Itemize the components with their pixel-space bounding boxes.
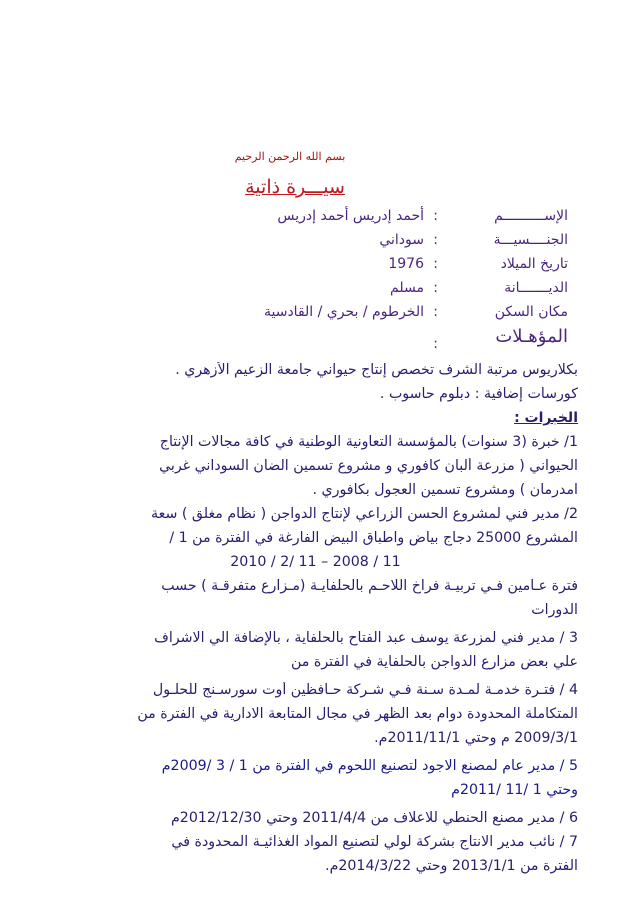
experience-line: علي بعض مزارع الدواجن بالحلفاية في الفترة من bbox=[291, 654, 578, 670]
experience-line: امدرمان ) ومشروع تسمين العجول بكافوري . bbox=[312, 482, 578, 498]
experience-line: 3 / مدير فني لمزرعة يوسف عبد الفتاح بالحلفاية ، بالإضافة الي الاشراف bbox=[154, 630, 578, 646]
info-value: 1976 bbox=[388, 256, 424, 272]
info-value: سوداني bbox=[379, 232, 424, 248]
info-label: تاريخ الميلاد bbox=[500, 256, 568, 272]
experience-line: الفترة من 2013/1/1 وحتي 2014/3/22م. bbox=[325, 858, 578, 874]
info-colon: : bbox=[433, 304, 438, 320]
info-label: الديـــــــانة bbox=[504, 280, 568, 296]
experience-line: 4 / فتـرة خدمـة لمـدة سـنة فـي شـركة حـافظين أوت سورسـنج للحلـول bbox=[152, 682, 578, 698]
info-label: الإســــــــــم bbox=[494, 208, 568, 224]
info-value: أحمد إدريس أحمد إدريس bbox=[277, 208, 424, 224]
experience-line: الحيواني ( مزرعة ألبان كافوري و مشروع تسمين الضأن السوداني غربي bbox=[159, 458, 578, 474]
experience-line: الدورات bbox=[531, 602, 578, 618]
info-colon: : bbox=[433, 208, 438, 224]
info-colon: : bbox=[433, 232, 438, 248]
info-colon: : bbox=[433, 256, 438, 272]
info-value: مسلم bbox=[390, 280, 424, 296]
info-colon: : bbox=[433, 280, 438, 296]
info-value: الخرطوم / بحري / القادسية bbox=[263, 304, 424, 320]
experience-line: 2009/3/1 م وحتي 2011/11/1م. bbox=[374, 730, 578, 746]
experience-line: المشروع 25000 دجاج بياض واطباق البيض الفارغة في الفترة من 1 / bbox=[169, 530, 578, 546]
experience-line: 7 / نائب مدير الانتاج بشركة لولي لتصنيع المواد الغذائيـة المحدودة في bbox=[171, 834, 578, 850]
qualification-line: كورسات إضافية : دبلوم حاسوب . bbox=[379, 386, 578, 402]
experience-line: 11 / 2008 – 11 /2 / 2010 bbox=[230, 554, 401, 570]
experience-line: 1/ خبرة (3 سنوات) بالمؤسسة التعاونية الوطنية في كافة مجالات الإنتاج bbox=[159, 434, 578, 450]
basmala: بسم الله الرحمن الرحيم bbox=[234, 150, 346, 163]
experience-line: 6 / مدير مصنع الحنطي للاعلاف من 2011/4/4 وحتي 2012/12/30م bbox=[171, 810, 578, 826]
experience-line: 2/ مدير فني لمشروع الحسن الزراعي لإنتاج الدواجن ( نظام مغلق ) سعة bbox=[151, 506, 578, 522]
experience-line: فترة عـامين فـي تربيـة فراخ اللاحـم بالحلفايـة (مـزارع متفرقـة ) حسب bbox=[161, 578, 578, 594]
experience-heading: الخبرات : bbox=[514, 410, 578, 426]
experience-line: وحتي 1 /11 /2011م bbox=[451, 782, 578, 798]
info-label: الجنــــسيـــة bbox=[493, 232, 568, 248]
document-title: سيـــرة ذاتية bbox=[245, 176, 345, 198]
experience-line: 5 / مدير عام لمصنع الاجود لتصنيع اللحوم في الفترة من 1 / 3 /2009م bbox=[161, 758, 578, 774]
qualifications-heading: المؤهـلات bbox=[495, 326, 568, 347]
qualification-line: بكلاريوس مرتبة الشرف تخصص إنتاج حيواني جامعة الزعيم الأزهري . bbox=[175, 362, 578, 378]
experience-line: المتكاملة المحدودة دوام بعد الظهر في مجال المتابعة الادارية في الفترة من bbox=[137, 706, 578, 722]
qualifications-colon: : bbox=[433, 336, 438, 352]
info-label: مكان السكن bbox=[494, 304, 568, 320]
